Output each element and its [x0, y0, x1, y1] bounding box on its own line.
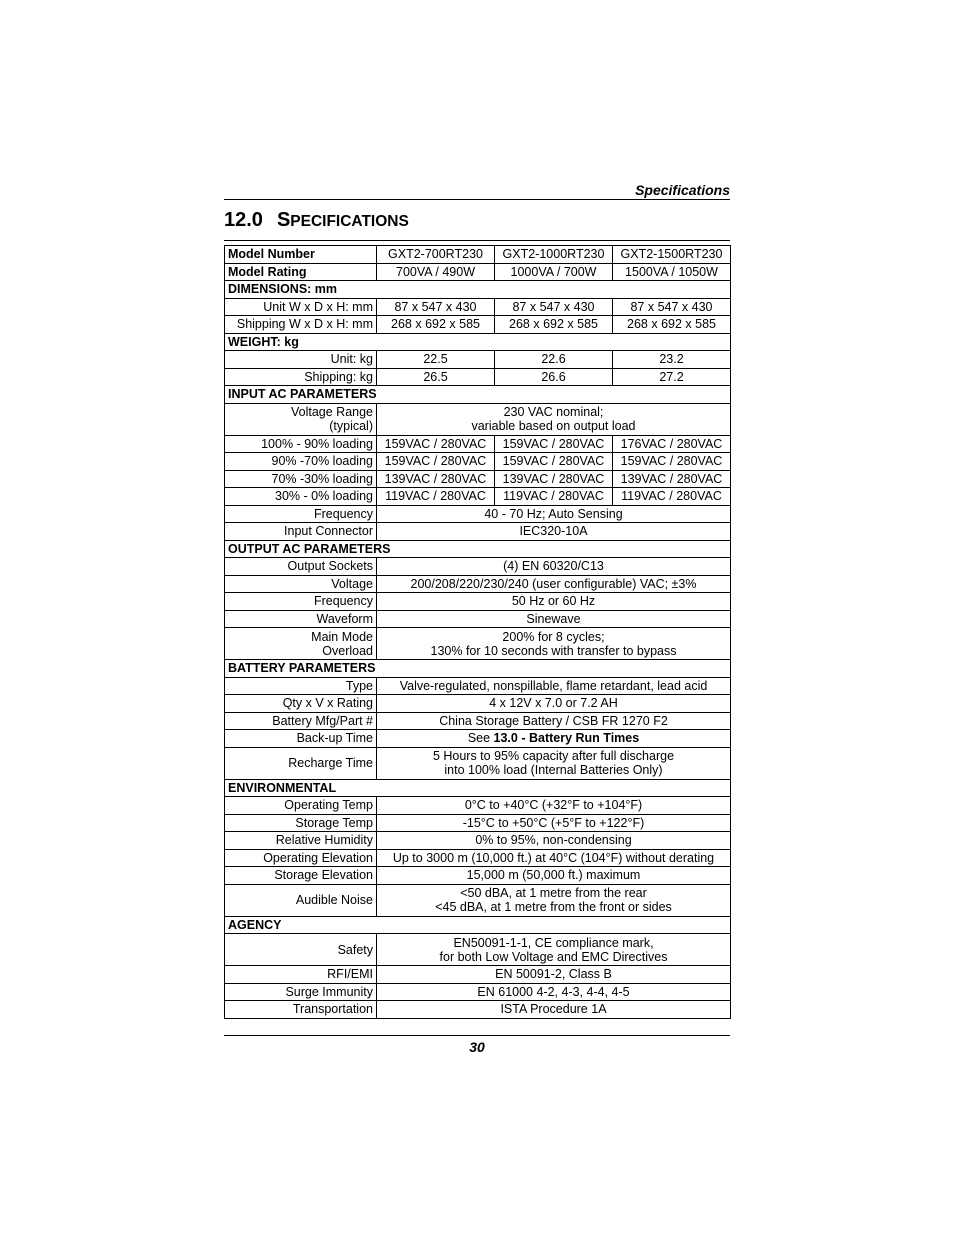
- value-cell: 139VAC / 280VAC: [495, 470, 613, 488]
- value-cell: (4) EN 60320/C13: [377, 558, 731, 576]
- value-cell: 4 x 12V x 7.0 or 7.2 AH: [377, 695, 731, 713]
- value-line: <45 dBA, at 1 metre from the front or sides: [435, 900, 672, 914]
- row-label: Surge Immunity: [225, 983, 377, 1001]
- row-label: Frequency: [225, 505, 377, 523]
- row-label: Storage Temp: [225, 814, 377, 832]
- row-label: RFI/EMI: [225, 966, 377, 984]
- value-cell: 268 x 692 x 585: [613, 316, 731, 334]
- section-row: [225, 281, 731, 299]
- value-cell: 119VAC / 280VAC: [377, 488, 495, 506]
- value-cell: 159VAC / 280VAC: [377, 453, 495, 471]
- section-heading: DIMENSIONS: mm: [225, 281, 731, 299]
- value-cell: 159VAC / 280VAC: [495, 453, 613, 471]
- section-row: [225, 660, 731, 678]
- title-first-letter: S: [276, 209, 291, 231]
- table-row: [225, 695, 731, 713]
- table-row: [225, 246, 731, 264]
- table-row: [225, 593, 731, 611]
- section-row: [225, 779, 731, 797]
- row-label: Storage Elevation: [225, 867, 377, 885]
- row-label: Operating Elevation: [225, 849, 377, 867]
- value-cell: 87 x 547 x 430: [495, 298, 613, 316]
- section-row: [225, 386, 731, 404]
- value-cell: 0°C to +40°C (+32°F to +104°F): [377, 797, 731, 815]
- value-cell: 139VAC / 280VAC: [613, 470, 731, 488]
- specifications-table: [224, 245, 731, 1019]
- row-label: Safety: [225, 934, 377, 966]
- value-cell: 159VAC / 280VAC: [377, 435, 495, 453]
- value-cell: ISTA Procedure 1A: [377, 1001, 731, 1019]
- row-label: Qty x V x Rating: [225, 695, 377, 713]
- value-cell: [377, 934, 731, 966]
- value-cell: 22.6: [495, 351, 613, 369]
- value-cell: 1000VA / 700W: [495, 263, 613, 281]
- table-row: [225, 983, 731, 1001]
- value-cell: 23.2: [613, 351, 731, 369]
- value-cell: -15°C to +50°C (+5°F to +122°F): [377, 814, 731, 832]
- row-label: [225, 628, 377, 660]
- value-cell: 87 x 547 x 430: [613, 298, 731, 316]
- row-label: Waveform: [225, 610, 377, 628]
- section-heading: INPUT AC PARAMETERS: [225, 386, 731, 404]
- value-cell: [377, 403, 731, 435]
- title-rule: [224, 240, 730, 241]
- table-row: [225, 677, 731, 695]
- row-label: Operating Temp: [225, 797, 377, 815]
- header-rule: [224, 199, 730, 200]
- footer-rule: [224, 1035, 730, 1036]
- section-heading: AGENCY: [225, 916, 731, 934]
- table-row: [225, 849, 731, 867]
- table-row: [225, 488, 731, 506]
- value-line: 200% for 8 cycles;: [502, 629, 605, 644]
- row-label: Back-up Time: [225, 730, 377, 748]
- table-row: [225, 575, 731, 593]
- value-line: 230 VAC nominal;: [503, 405, 604, 419]
- section-row: [225, 540, 731, 558]
- value-cell: 40 - 70 Hz; Auto Sensing: [377, 505, 731, 523]
- row-label: Shipping W x D x H: mm: [225, 316, 377, 334]
- value-line: 5 Hours to 95% capacity after full discharge: [432, 749, 675, 763]
- table-row: [225, 298, 731, 316]
- table-row: [225, 934, 731, 966]
- table-row: [225, 730, 731, 748]
- model-cell: GXT2-700RT230: [377, 246, 495, 264]
- value-cell: China Storage Battery / CSB FR 1270 F2: [377, 712, 731, 730]
- value-cell: [377, 628, 731, 660]
- row-label: Battery Mfg/Part #: [225, 712, 377, 730]
- section-reference-link[interactable]: 13.0 - Battery Run Times: [493, 731, 640, 746]
- row-label: Frequency: [225, 593, 377, 611]
- row-label: Relative Humidity: [225, 832, 377, 850]
- value-cell: 268 x 692 x 585: [377, 316, 495, 334]
- value-cell: 119VAC / 280VAC: [495, 488, 613, 506]
- table-row: [225, 470, 731, 488]
- value-cell: 50 Hz or 60 Hz: [377, 593, 731, 611]
- value-cell: Up to 3000 m (10,000 ft.) at 40°C (104°F) without derating: [377, 849, 731, 867]
- value-cell: 159VAC / 280VAC: [495, 435, 613, 453]
- value-cell: 26.5: [377, 368, 495, 386]
- section-heading: WEIGHT: kg: [225, 333, 731, 351]
- row-label: Unit: kg: [225, 351, 377, 369]
- value-line: <50 dBA, at 1 metre from the rear: [460, 886, 647, 900]
- value-line: 130% for 10 seconds with transfer to bypass: [430, 643, 677, 658]
- row-label: Model Number: [225, 246, 377, 264]
- value-cell: Sinewave: [377, 610, 731, 628]
- value-cell: Valve-regulated, nonspillable, flame retardant, lead acid: [377, 677, 731, 695]
- label-line: (typical): [329, 419, 373, 433]
- section-heading: OUTPUT AC PARAMETERS: [225, 540, 731, 558]
- row-label: Recharge Time: [225, 747, 377, 779]
- model-cell: GXT2-1000RT230: [495, 246, 613, 264]
- section-row: [225, 916, 731, 934]
- table-row: [225, 797, 731, 815]
- label-line: Main Mode: [311, 629, 373, 644]
- value-cell: 1500VA / 1050W: [613, 263, 731, 281]
- row-label: Output Sockets: [225, 558, 377, 576]
- running-header: Specifications: [635, 182, 730, 198]
- table-row: [225, 966, 731, 984]
- row-label: Shipping: kg: [225, 368, 377, 386]
- model-cell: GXT2-1500RT230: [613, 246, 731, 264]
- section-heading: BATTERY PARAMETERS: [225, 660, 731, 678]
- table-row: [225, 403, 731, 435]
- row-label: [225, 403, 377, 435]
- value-cell: 27.2: [613, 368, 731, 386]
- table-row: [225, 558, 731, 576]
- value-text: See: [467, 731, 494, 746]
- value-line: for both Low Voltage and EMC Directives: [439, 949, 668, 964]
- table-row: [225, 747, 731, 779]
- value-cell: 139VAC / 280VAC: [377, 470, 495, 488]
- table-row: [225, 1001, 731, 1019]
- row-label: Input Connector: [225, 523, 377, 541]
- value-cell: [377, 884, 731, 916]
- table-row: [225, 351, 731, 369]
- table-row: [225, 884, 731, 916]
- page-number: 30: [469, 1039, 485, 1055]
- value-cell: 15,000 m (50,000 ft.) maximum: [377, 867, 731, 885]
- row-label: 70% -30% loading: [225, 470, 377, 488]
- table-row: [225, 628, 731, 660]
- table-row: [225, 453, 731, 471]
- value-cell: [377, 730, 731, 748]
- value-line: variable based on output load: [471, 419, 636, 433]
- row-label: Model Rating: [225, 263, 377, 281]
- value-cell: 0% to 95%, non-condensing: [377, 832, 731, 850]
- section-row: [225, 333, 731, 351]
- row-label: 90% -70% loading: [225, 453, 377, 471]
- value-line: EN50091-1-1, CE compliance mark,: [453, 935, 654, 950]
- row-label: 30% - 0% loading: [225, 488, 377, 506]
- value-cell: 268 x 692 x 585: [495, 316, 613, 334]
- value-cell: 87 x 547 x 430: [377, 298, 495, 316]
- title-rest: PECIFICATIONS: [290, 213, 409, 230]
- value-cell: 26.6: [495, 368, 613, 386]
- table-row: [225, 316, 731, 334]
- value-cell: [377, 747, 731, 779]
- value-cell: EN 50091-2, Class B: [377, 966, 731, 984]
- row-label: 100% - 90% loading: [225, 435, 377, 453]
- table-row: [225, 867, 731, 885]
- table-row: [225, 814, 731, 832]
- row-label: Audible Noise: [225, 884, 377, 916]
- table-row: [225, 712, 731, 730]
- section-heading: ENVIRONMENTAL: [225, 779, 731, 797]
- label-line: Voltage Range: [290, 405, 373, 419]
- value-cell: 159VAC / 280VAC: [613, 453, 731, 471]
- value-cell: IEC320-10A: [377, 523, 731, 541]
- row-label: Transportation: [225, 1001, 377, 1019]
- page-title: [224, 209, 409, 232]
- value-line: into 100% load (Internal Batteries Only): [444, 763, 663, 777]
- row-label: Voltage: [225, 575, 377, 593]
- table-row: [225, 505, 731, 523]
- table-row: [225, 523, 731, 541]
- value-cell: 176VAC / 280VAC: [613, 435, 731, 453]
- value-cell: 200/208/220/230/240 (user configurable) VAC; ±3%: [377, 575, 731, 593]
- section-number: 12.0: [224, 209, 263, 231]
- value-cell: 700VA / 490W: [377, 263, 495, 281]
- table-row: [225, 610, 731, 628]
- table-row: [225, 368, 731, 386]
- row-label: Type: [225, 677, 377, 695]
- value-cell: 119VAC / 280VAC: [613, 488, 731, 506]
- label-line: Overload: [322, 643, 373, 658]
- table-row: [225, 832, 731, 850]
- row-label: Unit W x D x H: mm: [225, 298, 377, 316]
- value-cell: EN 61000 4-2, 4-3, 4-4, 4-5: [377, 983, 731, 1001]
- table-row: [225, 263, 731, 281]
- value-cell: 22.5: [377, 351, 495, 369]
- table-row: [225, 435, 731, 453]
